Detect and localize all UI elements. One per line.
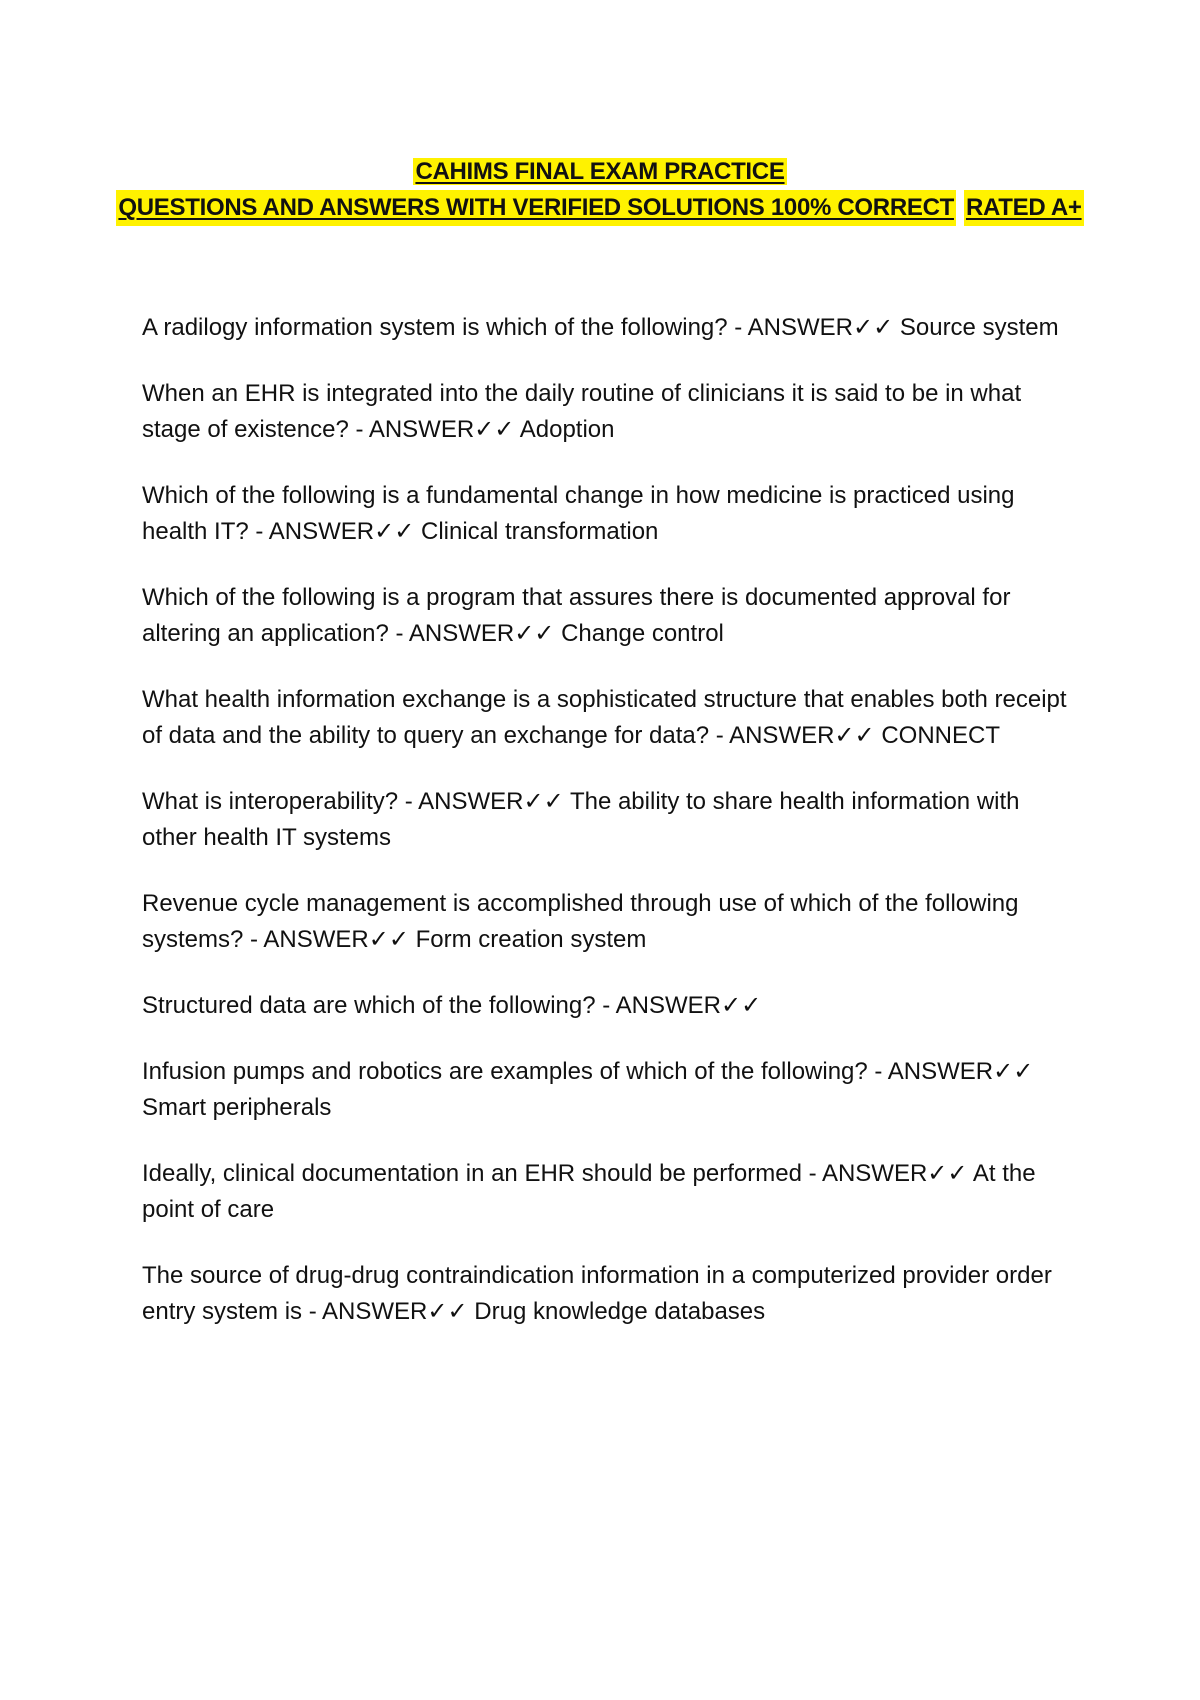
question: When an EHR is integrated into the daily routine of clinicians it is said to be in what stage of existence? xyxy=(142,380,1022,443)
answer: Clinical transformation xyxy=(420,518,659,545)
title-line xyxy=(0,154,1200,190)
answer: At the point of care xyxy=(142,1160,1036,1223)
answer-label: ANSWER✓✓ xyxy=(615,992,762,1019)
question: Which of the following is a program that assures there is documented approval for altering an application? xyxy=(142,584,1011,647)
question: What is interoperability? xyxy=(142,788,399,815)
question: Which of the following is a fundamental change in how medicine is practiced using health IT? xyxy=(142,482,1015,545)
answer-label: ANSWER✓✓ xyxy=(729,722,875,749)
answer-label: ANSWER✓✓ xyxy=(268,518,415,545)
question: Infusion pumps and robotics are examples of which of the following? xyxy=(142,1058,868,1085)
answer: CONNECT xyxy=(881,722,1000,749)
qa-item xyxy=(142,1156,1072,1228)
subtitle-line xyxy=(0,190,1200,226)
separator: - xyxy=(302,1298,323,1325)
answer: Adoption xyxy=(519,416,615,443)
document-header xyxy=(0,154,1200,226)
qa-item xyxy=(142,376,1072,448)
answer: Form creation system xyxy=(415,926,647,953)
qa-item xyxy=(142,784,1072,856)
answer-label: ANSWER✓✓ xyxy=(408,620,555,647)
qa-item xyxy=(142,988,1072,1024)
separator: - xyxy=(388,620,409,647)
answer: Change control xyxy=(561,620,724,647)
answer: The ability to share health information with other health IT systems xyxy=(142,788,1020,851)
question: Ideally, clinical documentation in an EHR should be performed xyxy=(142,1160,802,1187)
answer: Drug knowledge databases xyxy=(474,1298,766,1325)
separator: - xyxy=(867,1058,888,1085)
answer-label: ANSWER✓✓ xyxy=(263,926,409,953)
answer-label: ANSWER✓✓ xyxy=(322,1298,468,1325)
answer-label: ANSWER✓✓ xyxy=(747,314,894,341)
separator: - xyxy=(348,416,369,443)
qa-item xyxy=(142,682,1072,754)
qa-item xyxy=(142,580,1072,652)
question: Structured data are which of the following? xyxy=(142,992,596,1019)
separator: - xyxy=(595,992,616,1019)
document-rating: RATED A+ xyxy=(964,190,1084,226)
qa-list xyxy=(142,310,1072,1330)
separator: - xyxy=(801,1160,822,1187)
question: What health information exchange is a sophisticated structure that enables both receipt of data and the ability to query an exchange for data? xyxy=(142,686,1067,749)
separator: - xyxy=(727,314,748,341)
answer-label: ANSWER✓✓ xyxy=(887,1058,1034,1085)
answer-label: ANSWER✓✓ xyxy=(821,1160,968,1187)
question: The source of drug-drug contraindication information in a computerized provider order entry system is xyxy=(142,1262,1052,1325)
answer-label: ANSWER✓✓ xyxy=(368,416,515,443)
separator: - xyxy=(243,926,264,953)
separator: - xyxy=(709,722,730,749)
document-title: CAHIMS FINAL EXAM PRACTICE xyxy=(415,158,785,185)
qa-item xyxy=(142,478,1072,550)
qa-item xyxy=(142,310,1072,346)
qa-item xyxy=(142,1054,1072,1126)
separator: - xyxy=(398,788,419,815)
question: Revenue cycle management is accomplished through use of which of the following systems? xyxy=(142,890,1019,953)
document-subtitle: QUESTIONS AND ANSWERS WITH VERIFIED SOLUTIONS 100% CORRECT xyxy=(116,190,956,226)
qa-item xyxy=(142,886,1072,958)
question: A radilogy information system is which of the following? xyxy=(142,314,728,341)
separator: - xyxy=(248,518,269,545)
answer-label: ANSWER✓✓ xyxy=(418,788,564,815)
answer: Source system xyxy=(899,314,1059,341)
qa-item xyxy=(142,1258,1072,1330)
answer: Smart peripherals xyxy=(142,1094,332,1121)
